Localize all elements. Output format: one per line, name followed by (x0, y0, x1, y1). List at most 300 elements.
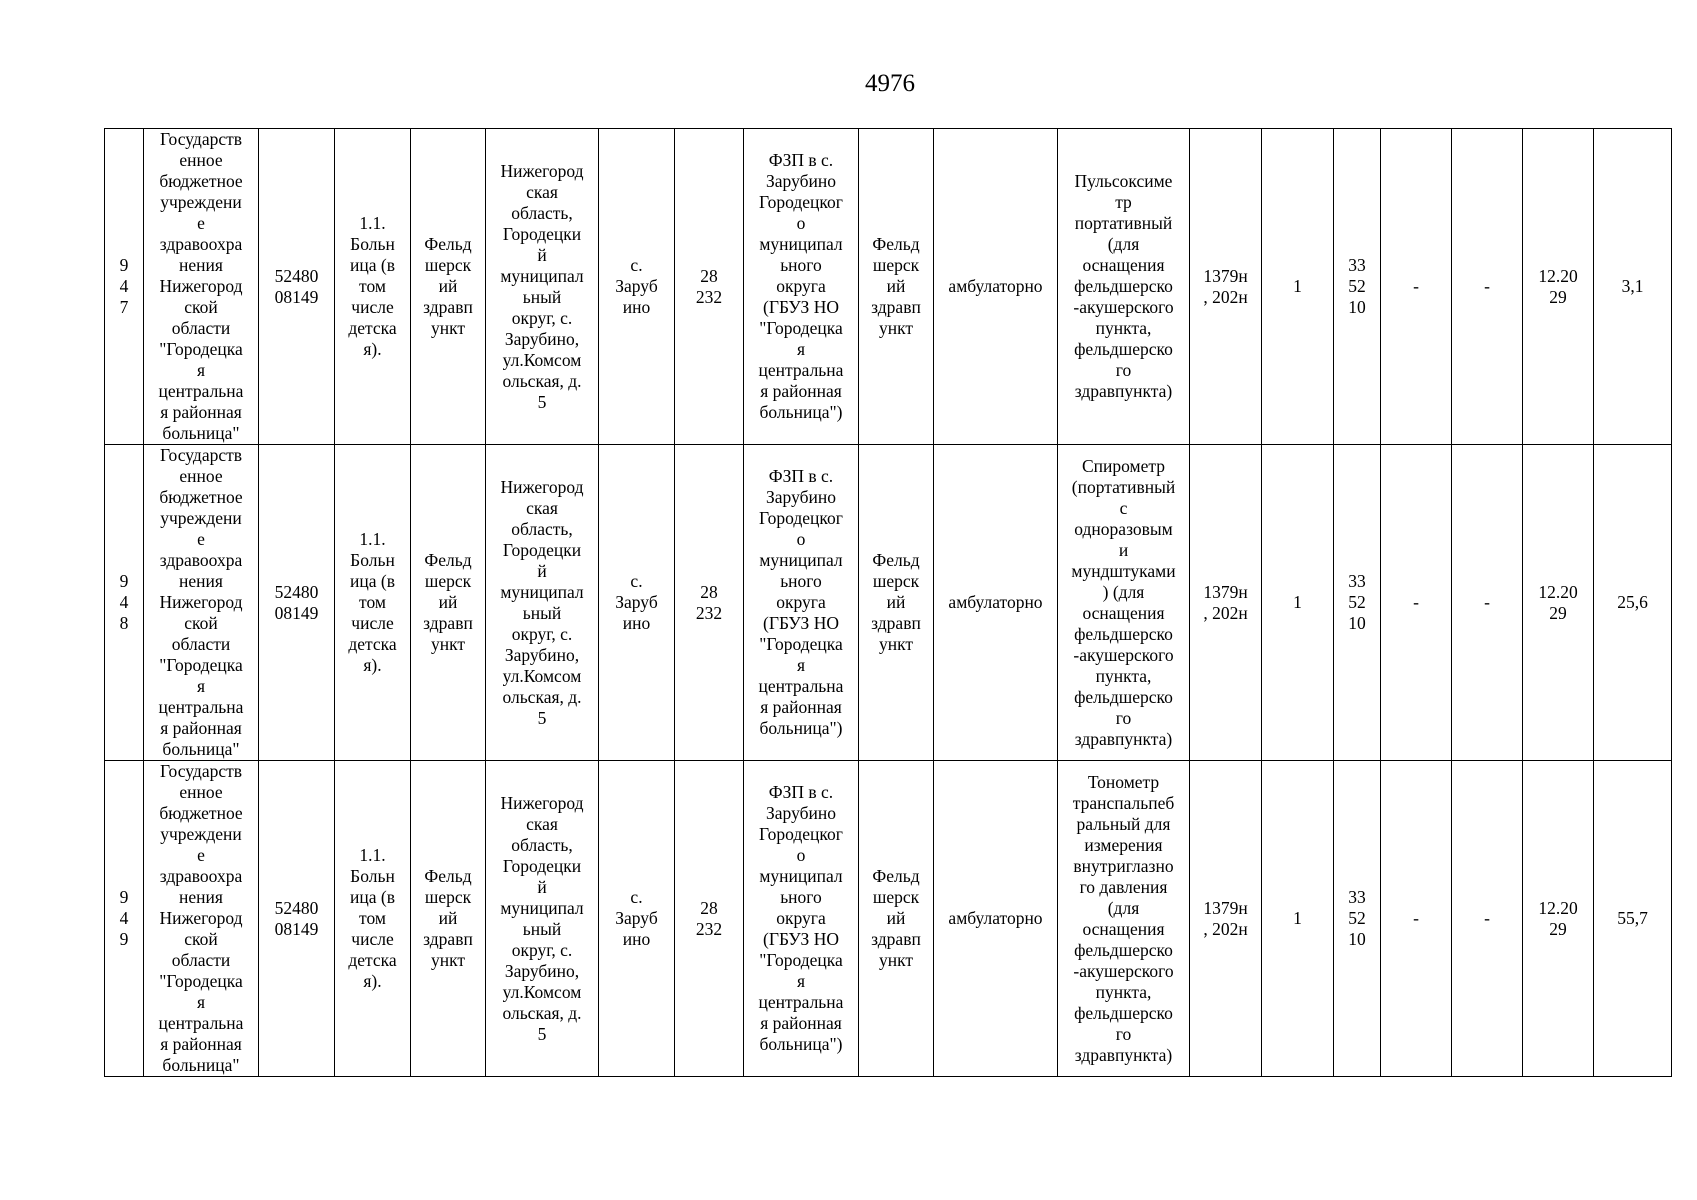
cell-line: ий (438, 276, 458, 296)
okpd-cell (1334, 445, 1381, 761)
cell-line: центральна (758, 676, 844, 696)
cell-line: муниципал (500, 265, 584, 286)
cell-line: амбулаторно (948, 276, 1043, 296)
row-number-cell (105, 129, 144, 445)
cell-line: область, (511, 518, 573, 539)
cell-line: больница" (162, 1055, 240, 1075)
cell-line: Заруб (615, 908, 658, 928)
cell-line: Нижегород (500, 476, 584, 497)
cell-line: 3,1 (1621, 276, 1644, 296)
cell-line: -акушерского (1073, 644, 1174, 665)
cell-line: ино (622, 613, 651, 633)
cell-line: го давления (1079, 876, 1168, 897)
order-cell (1190, 129, 1262, 445)
cell-line: 10 (1348, 297, 1366, 317)
cell-line: , 202н (1203, 918, 1248, 939)
cell-line: о (796, 529, 806, 549)
cell-line: муниципал (500, 897, 584, 918)
cell-line: тр (1115, 192, 1132, 212)
cell-line: округ, с. (511, 307, 573, 328)
cell-line: ункт (430, 950, 466, 970)
address-cell (486, 129, 599, 445)
unit-cell (411, 129, 486, 445)
cell-line: Фельд (424, 866, 472, 886)
cell-line: с. (630, 571, 643, 591)
amount-cell (1594, 445, 1672, 761)
cell-line: шерск (872, 571, 920, 591)
cell-line: округа (776, 276, 826, 296)
dash-cell-1 (1381, 129, 1452, 445)
cell-line: 5 (537, 707, 547, 728)
cell-line: я районная (160, 718, 242, 738)
cell-line: больница") (759, 718, 843, 738)
org-code-cell (259, 129, 335, 445)
oktmo-cell (675, 761, 744, 1077)
cell-line: 52 (1348, 276, 1366, 296)
cell-line: ьного (780, 255, 822, 275)
cell-line: 4 (119, 276, 129, 296)
cell-line: -акушерского (1073, 960, 1174, 981)
row-number-cell (105, 761, 144, 1077)
cell-line: я районная (760, 1013, 842, 1033)
cell-line: ьного (780, 571, 822, 591)
cell-line: 52 (1348, 908, 1366, 928)
cell-line: здравоохра (159, 866, 243, 886)
cell-line: ФЗП в с. (768, 466, 834, 486)
cell-line: - (1413, 276, 1419, 296)
cell-line: Фельд (872, 866, 920, 886)
equipment-cell (1058, 445, 1190, 761)
cell-line: й (537, 244, 547, 265)
cell-line: округа (776, 592, 826, 612)
cell-line: нения (179, 571, 223, 591)
cell-line: том (359, 276, 386, 296)
cell-line: здравп (423, 297, 473, 317)
organization-cell (144, 445, 259, 761)
cell-line: шерск (424, 255, 472, 275)
care-type-cell (934, 761, 1058, 1077)
cell-line: 9 (119, 255, 129, 275)
oktmo-cell (675, 129, 744, 445)
cell-line: я (196, 992, 206, 1012)
quantity-cell (1262, 445, 1334, 761)
cell-line: е (197, 845, 205, 865)
cell-line: й (537, 876, 547, 897)
date-cell (1523, 129, 1594, 445)
cell-line: , 202н (1203, 602, 1248, 623)
amount-cell (1594, 761, 1672, 1077)
locality-cell (599, 129, 675, 445)
table-row (105, 129, 1672, 445)
cell-line: 9 (119, 571, 129, 591)
address-cell (486, 761, 599, 1077)
cell-line: я (796, 655, 806, 675)
subunit-cell (859, 445, 934, 761)
cell-line: ункт (878, 950, 914, 970)
cell-line: "Городецка (759, 950, 843, 970)
row-number-cell (105, 445, 144, 761)
cell-line: 1 (1293, 276, 1302, 296)
cell-line: "Городецка (159, 655, 243, 675)
cell-line: ункт (878, 318, 914, 338)
cell-line: фельдшерско (1074, 276, 1173, 296)
cell-line: Нижегород (159, 276, 243, 296)
cell-line: Государств (159, 761, 243, 781)
cell-line: Зарубино (766, 171, 836, 191)
cell-line: енное (179, 150, 223, 170)
cell-line: область, (511, 834, 573, 855)
table-row (105, 761, 1672, 1077)
cell-line: том (359, 908, 386, 928)
cell-line: 1.1. (359, 845, 386, 865)
cell-line: 5 (537, 1023, 547, 1044)
cell-line: 52 (1348, 592, 1366, 612)
cell-line: 28 (700, 581, 718, 602)
cell-line: учреждени (160, 508, 242, 528)
cell-line: 52480 (274, 265, 319, 286)
cell-line: бюджетное (159, 803, 243, 823)
cell-line: о (796, 845, 806, 865)
cell-line: (портативный (1071, 476, 1176, 497)
cell-line: 5 (537, 391, 547, 412)
cell-line: транспальпеб (1072, 792, 1175, 813)
cell-line: здравп (871, 929, 921, 949)
dash-cell-1 (1381, 445, 1452, 761)
equipment-table (104, 128, 1672, 1077)
cell-line: муниципал (759, 550, 843, 570)
cell-line: и (1118, 539, 1129, 560)
cell-line: 08149 (274, 286, 319, 307)
cell-line: я (796, 339, 806, 359)
address-cell (486, 445, 599, 761)
cell-line: числе (351, 929, 394, 949)
cell-line: ий (438, 592, 458, 612)
cell-line: 52480 (274, 897, 319, 918)
cell-line: го (1115, 1023, 1132, 1044)
cell-line: 1 (1293, 592, 1302, 612)
cell-line: бюджетное (159, 171, 243, 191)
locality-cell (599, 761, 675, 1077)
date-cell (1523, 761, 1594, 1077)
cell-line: здравоохра (159, 550, 243, 570)
org-code-cell (259, 761, 335, 1077)
cell-line: "Городецка (159, 339, 243, 359)
cell-line: й (537, 560, 547, 581)
cell-line: центральна (758, 992, 844, 1012)
cell-line: ий (886, 276, 906, 296)
subunit-cell (859, 761, 934, 1077)
cell-line: Заруб (615, 276, 658, 296)
cell-line: Городецког (759, 508, 843, 528)
cell-line: здравпункта) (1074, 728, 1173, 749)
cell-line: том (359, 592, 386, 612)
cell-line: 232 (695, 286, 723, 307)
cell-line: ской (184, 613, 218, 633)
cell-line: здравоохра (159, 234, 243, 254)
amount-cell (1594, 129, 1672, 445)
cell-line: пункта, (1095, 665, 1152, 686)
cell-line: Зарубино (766, 803, 836, 823)
quantity-cell (1262, 129, 1334, 445)
cell-line: Городецки (502, 855, 582, 876)
cell-line: "Городецка (159, 971, 243, 991)
cell-line: больница") (759, 402, 843, 422)
cell-line: округ, с. (511, 623, 573, 644)
care-type-cell (934, 445, 1058, 761)
cell-line: здравпункта) (1074, 381, 1173, 401)
cell-line: 33 (1348, 887, 1366, 907)
cell-line: ий (438, 908, 458, 928)
dash-cell-1 (1381, 761, 1452, 1077)
cell-line: фельдшерско (1074, 339, 1173, 359)
cell-line: центральна (758, 360, 844, 380)
cell-line: (для (1107, 234, 1140, 254)
cell-line: оснащения (1082, 602, 1165, 623)
cell-line: 1379н (1203, 581, 1248, 602)
cell-line: ской (184, 297, 218, 317)
cell-line: ункт (878, 634, 914, 654)
cell-line: фельдшерско (1074, 623, 1173, 644)
cell-line: с. (630, 887, 643, 907)
cell-line: области (171, 634, 231, 654)
unit-cell (411, 761, 486, 1077)
cell-line: ) (для (1102, 581, 1145, 602)
cell-line: здравпункта) (1074, 1044, 1173, 1065)
cell-line: области (171, 950, 231, 970)
cell-line: 9 (119, 929, 129, 949)
table-row (105, 445, 1672, 761)
cell-line: Больн (350, 550, 395, 570)
cell-line: фельдшерско (1074, 939, 1173, 960)
cell-line: е (197, 213, 205, 233)
facility-cell (744, 129, 859, 445)
cell-line: енное (179, 782, 223, 802)
cell-line: ьного (780, 887, 822, 907)
cell-line: 10 (1348, 613, 1366, 633)
cell-line: Пульсоксиме (1074, 171, 1173, 191)
cell-line: го (1115, 360, 1132, 380)
dash-cell-2 (1452, 761, 1523, 1077)
cell-line: учреждени (160, 824, 242, 844)
cell-line: 232 (695, 918, 723, 939)
org-code-cell (259, 445, 335, 761)
cell-line: 28 (700, 897, 718, 918)
cell-line: ская (526, 497, 558, 518)
cell-line: портативный (1074, 213, 1173, 233)
cell-line: 1379н (1203, 897, 1248, 918)
cell-line: оснащения (1082, 255, 1165, 275)
cell-line: нения (179, 255, 223, 275)
cell-line: Фельд (872, 550, 920, 570)
cell-line: детска (348, 318, 397, 338)
cell-line: 7 (119, 297, 129, 317)
cell-line: с. (630, 255, 643, 275)
cell-line: ино (622, 929, 651, 949)
cell-line: Фельд (872, 234, 920, 254)
cell-line: 33 (1348, 571, 1366, 591)
cell-line: - (1413, 592, 1419, 612)
cell-line: я районная (760, 697, 842, 717)
cell-line: центральна (158, 381, 244, 401)
cell-line: ольская, д. (502, 370, 582, 391)
cell-line: больница" (162, 739, 240, 759)
cell-line: Нижегород (159, 592, 243, 612)
cell-line: фельдшерско (1074, 1002, 1173, 1023)
locality-cell (599, 445, 675, 761)
cell-line: ино (622, 297, 651, 317)
cell-line: ул.Комсом (502, 349, 582, 370)
cell-line: я районная (160, 402, 242, 422)
cell-line: Больн (350, 866, 395, 886)
cell-line: я районная (760, 381, 842, 401)
cell-line: ольская, д. (502, 686, 582, 707)
date-cell (1523, 445, 1594, 761)
cell-line: 4 (119, 908, 129, 928)
org-type-cell (335, 445, 411, 761)
cell-line: область, (511, 202, 573, 223)
cell-line: (ГБУЗ НО (763, 929, 839, 949)
cell-line: области (171, 318, 231, 338)
dash-cell-2 (1452, 445, 1523, 761)
cell-line: 12.20 (1538, 581, 1578, 602)
oktmo-cell (675, 445, 744, 761)
cell-line: ункт (430, 318, 466, 338)
cell-line: ская (526, 813, 558, 834)
cell-line: (ГБУЗ НО (763, 297, 839, 317)
cell-line: здравп (423, 929, 473, 949)
cell-line: шерск (424, 887, 472, 907)
organization-cell (144, 129, 259, 445)
table-body (105, 129, 1672, 1077)
cell-line: нения (179, 887, 223, 907)
cell-line: 12.20 (1538, 265, 1578, 286)
cell-line: ул.Комсом (502, 665, 582, 686)
cell-line: учреждени (160, 192, 242, 212)
cell-line: шерск (424, 571, 472, 591)
cell-line: "Городецка (759, 634, 843, 654)
quantity-cell (1262, 761, 1334, 1077)
cell-line: я районная (160, 1034, 242, 1054)
cell-line: (для (1107, 897, 1140, 918)
cell-line: Государств (159, 129, 243, 149)
facility-cell (744, 445, 859, 761)
cell-line: ий (886, 592, 906, 612)
cell-line: 1379н (1203, 265, 1248, 286)
cell-line: , 202н (1203, 286, 1248, 307)
cell-line: е (197, 529, 205, 549)
cell-line: Тонометр (1087, 771, 1160, 792)
cell-line: 1.1. (359, 529, 386, 549)
cell-line: здравп (871, 297, 921, 317)
cell-line: ская (526, 181, 558, 202)
cell-line: одноразовым (1074, 518, 1173, 539)
cell-line: -акушерского (1073, 297, 1174, 317)
cell-line: здравп (423, 613, 473, 633)
cell-line: 232 (695, 602, 723, 623)
unit-cell (411, 445, 486, 761)
cell-line: о (796, 213, 806, 233)
cell-line: муниципал (759, 866, 843, 886)
cell-line: "Городецка (759, 318, 843, 338)
cell-line: ьный (522, 918, 562, 939)
cell-line: фельдшерско (1074, 686, 1173, 707)
cell-line: муниципал (500, 581, 584, 602)
cell-line: - (1484, 592, 1490, 612)
order-cell (1190, 761, 1262, 1077)
cell-line: 55,7 (1617, 908, 1648, 928)
cell-line: ФЗП в с. (768, 782, 834, 802)
cell-line: Зарубино, (504, 644, 580, 665)
cell-line: Больн (350, 234, 395, 254)
equipment-cell (1058, 761, 1190, 1077)
org-type-cell (335, 761, 411, 1077)
cell-line: округа (776, 908, 826, 928)
cell-line: детска (348, 950, 397, 970)
cell-line: го (1115, 707, 1132, 728)
cell-line: 8 (119, 613, 129, 633)
cell-line: 9 (119, 887, 129, 907)
cell-line: 12.20 (1538, 897, 1578, 918)
cell-line: 29 (1549, 918, 1567, 939)
cell-line: Спирометр (1081, 455, 1166, 476)
facility-cell (744, 761, 859, 1077)
cell-line: муниципал (759, 234, 843, 254)
cell-line: я). (363, 971, 382, 991)
okpd-cell (1334, 129, 1381, 445)
cell-line: ул.Комсом (502, 981, 582, 1002)
cell-line: центральна (158, 1013, 244, 1033)
cell-line: пункта, (1095, 318, 1152, 338)
cell-line: амбулаторно (948, 908, 1043, 928)
cell-line: Нижегород (500, 160, 584, 181)
cell-line: Городецки (502, 223, 582, 244)
cell-line: центральна (158, 697, 244, 717)
cell-line: 1.1. (359, 213, 386, 233)
cell-line: ица (в (350, 887, 395, 907)
cell-line: 4 (119, 592, 129, 612)
dash-cell-2 (1452, 129, 1523, 445)
cell-line: числе (351, 613, 394, 633)
cell-line: енное (179, 466, 223, 486)
page-number: 4976 (865, 70, 915, 97)
cell-line: ральный для (1076, 813, 1171, 834)
cell-line: 10 (1348, 929, 1366, 949)
cell-line: 08149 (274, 602, 319, 623)
cell-line: Зарубино, (504, 960, 580, 981)
cell-line: Фельд (424, 550, 472, 570)
order-cell (1190, 445, 1262, 761)
cell-line: 28 (700, 265, 718, 286)
cell-line: 25,6 (1617, 592, 1648, 612)
cell-line: - (1484, 276, 1490, 296)
cell-line: числе (351, 297, 394, 317)
cell-line: ий (886, 908, 906, 928)
cell-line: ьный (522, 602, 562, 623)
subunit-cell (859, 129, 934, 445)
cell-line: ольская, д. (502, 1002, 582, 1023)
cell-line: 1 (1293, 908, 1302, 928)
cell-line: ьный (522, 286, 562, 307)
organization-cell (144, 761, 259, 1077)
cell-line: ской (184, 929, 218, 949)
cell-line: я (196, 360, 206, 380)
cell-line: с (1119, 497, 1128, 518)
cell-line: оснащения (1082, 918, 1165, 939)
cell-line: здравп (871, 613, 921, 633)
cell-line: я (796, 971, 806, 991)
org-type-cell (335, 129, 411, 445)
cell-line: Заруб (615, 592, 658, 612)
